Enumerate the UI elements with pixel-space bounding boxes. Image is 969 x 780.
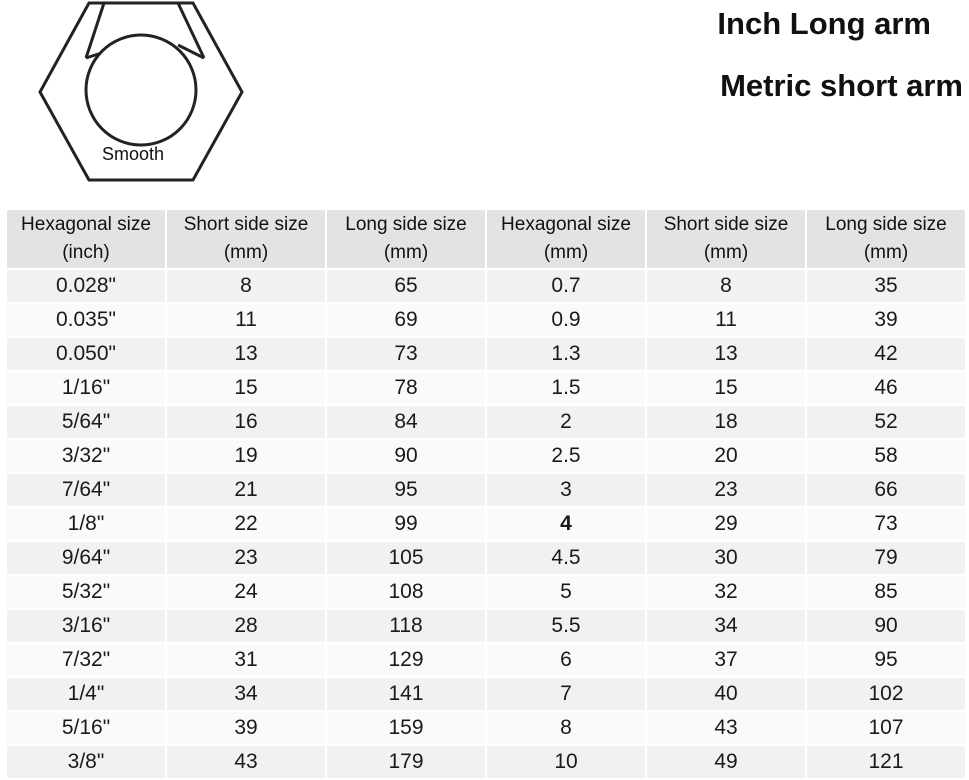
table-cell: 7/64" [6, 473, 166, 507]
column-header [326, 209, 486, 269]
table-cell: 23 [166, 541, 326, 575]
column-header-unit: (mm) [703, 242, 749, 263]
table-cell: 15 [646, 371, 806, 405]
table-row [6, 541, 966, 575]
table-cell: 5.5 [486, 609, 646, 643]
table-cell: 3/16" [6, 609, 166, 643]
table-cell: 5 [486, 575, 646, 609]
table-row [6, 473, 966, 507]
column-header [6, 209, 166, 269]
table-cell: 39 [806, 303, 966, 337]
column-header-title: Short side size [663, 214, 789, 235]
table-cell: 20 [646, 439, 806, 473]
table-cell: 9/64" [6, 541, 166, 575]
column-header-unit: (mm) [543, 242, 589, 263]
table-row [6, 745, 966, 779]
table-cell: 95 [326, 473, 486, 507]
column-header [646, 209, 806, 269]
table-row [6, 643, 966, 677]
table-cell: 8 [646, 269, 806, 303]
table-cell: 108 [326, 575, 486, 609]
column-header-unit: (mm) [863, 242, 909, 263]
table-row [6, 405, 966, 439]
table-cell: 1/8" [6, 507, 166, 541]
table-cell: 18 [646, 405, 806, 439]
column-header-title: Long side size [345, 214, 467, 235]
table-cell: 95 [806, 643, 966, 677]
table-cell: 1.5 [486, 371, 646, 405]
table-cell: 10 [486, 745, 646, 779]
table-cell: 29 [646, 507, 806, 541]
table-cell: 52 [806, 405, 966, 439]
table-cell: 105 [326, 541, 486, 575]
table-cell: 28 [166, 609, 326, 643]
table-cell: 85 [806, 575, 966, 609]
table-row [6, 609, 966, 643]
table-row [6, 303, 966, 337]
table-cell: 79 [806, 541, 966, 575]
table-cell: 1/4" [6, 677, 166, 711]
table-cell: 0.028" [6, 269, 166, 303]
column-header-title: Hexagonal size [21, 214, 151, 235]
header-row [6, 209, 966, 269]
table-cell: 15 [166, 371, 326, 405]
table-cell: 99 [326, 507, 486, 541]
column-header [806, 209, 966, 269]
table-cell: 13 [166, 337, 326, 371]
table-cell: 73 [326, 337, 486, 371]
table-cell: 13 [646, 337, 806, 371]
title-metric-short-arm: Metric short arm [720, 68, 963, 103]
table-cell: 42 [806, 337, 966, 371]
table-cell: 107 [806, 711, 966, 745]
table-cell: 39 [166, 711, 326, 745]
table-cell: 34 [166, 677, 326, 711]
table-cell: 34 [646, 609, 806, 643]
hex-bit-label: Smooth [102, 144, 165, 164]
table-cell: 1/16" [6, 371, 166, 405]
table-cell: 2 [486, 405, 646, 439]
table-cell: 141 [326, 677, 486, 711]
table-cell: 6 [486, 643, 646, 677]
table-cell: 4.5 [486, 541, 646, 575]
column-header-unit: (inch) [62, 242, 110, 263]
table-cell: 1.3 [486, 337, 646, 371]
table-cell: 121 [806, 745, 966, 779]
table-cell: 30 [646, 541, 806, 575]
table-cell: 21 [166, 473, 326, 507]
table-cell: 84 [326, 405, 486, 439]
table-cell: 31 [166, 643, 326, 677]
title-inch-long-arm: Inch Long arm [717, 6, 931, 41]
table-cell: 46 [806, 371, 966, 405]
table-cell: 179 [326, 745, 486, 779]
table-cell: 0.035" [6, 303, 166, 337]
table-row [6, 507, 966, 541]
table-cell: 90 [806, 609, 966, 643]
table-cell: 16 [166, 405, 326, 439]
table-cell: 40 [646, 677, 806, 711]
table-cell: 11 [166, 303, 326, 337]
table-cell: 129 [326, 643, 486, 677]
table-row [6, 269, 966, 303]
table-cell: 7 [486, 677, 646, 711]
table-cell: 5/32" [6, 575, 166, 609]
table-cell: 23 [646, 473, 806, 507]
table-cell: 5/16" [6, 711, 166, 745]
table-cell: 24 [166, 575, 326, 609]
table-cell: 159 [326, 711, 486, 745]
table-row [6, 711, 966, 745]
column-header-title: Long side size [825, 214, 947, 235]
table-cell: 69 [326, 303, 486, 337]
table-row [6, 575, 966, 609]
table-cell: 22 [166, 507, 326, 541]
table-row [6, 337, 966, 371]
table-header [6, 209, 966, 269]
table-cell: 5/64" [6, 405, 166, 439]
column-header [486, 209, 646, 269]
table-cell: 43 [166, 745, 326, 779]
table-cell: 43 [646, 711, 806, 745]
table-cell: 66 [806, 473, 966, 507]
table-cell: 32 [646, 575, 806, 609]
table-cell: 37 [646, 643, 806, 677]
table-cell: 0.050" [6, 337, 166, 371]
table-cell: 0.9 [486, 303, 646, 337]
table-cell: 19 [166, 439, 326, 473]
table-row [6, 371, 966, 405]
table-row [6, 439, 966, 473]
table-cell: 3/32" [6, 439, 166, 473]
table-cell: 0.7 [486, 269, 646, 303]
table-row [6, 677, 966, 711]
table-cell: 11 [646, 303, 806, 337]
table-cell: 90 [326, 439, 486, 473]
table-cell: 73 [806, 507, 966, 541]
table-cell: 58 [806, 439, 966, 473]
column-header-unit: (mm) [223, 242, 269, 263]
table-cell: 2.5 [486, 439, 646, 473]
table-cell: 102 [806, 677, 966, 711]
size-table [5, 208, 967, 780]
table-cell: 78 [326, 371, 486, 405]
table-cell: 65 [326, 269, 486, 303]
table-body [6, 269, 966, 779]
table-cell: 4 [486, 507, 646, 541]
column-header [166, 209, 326, 269]
table-cell: 8 [486, 711, 646, 745]
table-cell: 118 [326, 609, 486, 643]
table-cell: 49 [646, 745, 806, 779]
table-cell: 8 [166, 269, 326, 303]
table-cell: 3/8" [6, 745, 166, 779]
column-header-title: Short side size [183, 214, 309, 235]
column-header-unit: (mm) [383, 242, 429, 263]
table-cell: 3 [486, 473, 646, 507]
table-cell: 35 [806, 269, 966, 303]
column-header-title: Hexagonal size [501, 214, 631, 235]
table-cell: 7/32" [6, 643, 166, 677]
